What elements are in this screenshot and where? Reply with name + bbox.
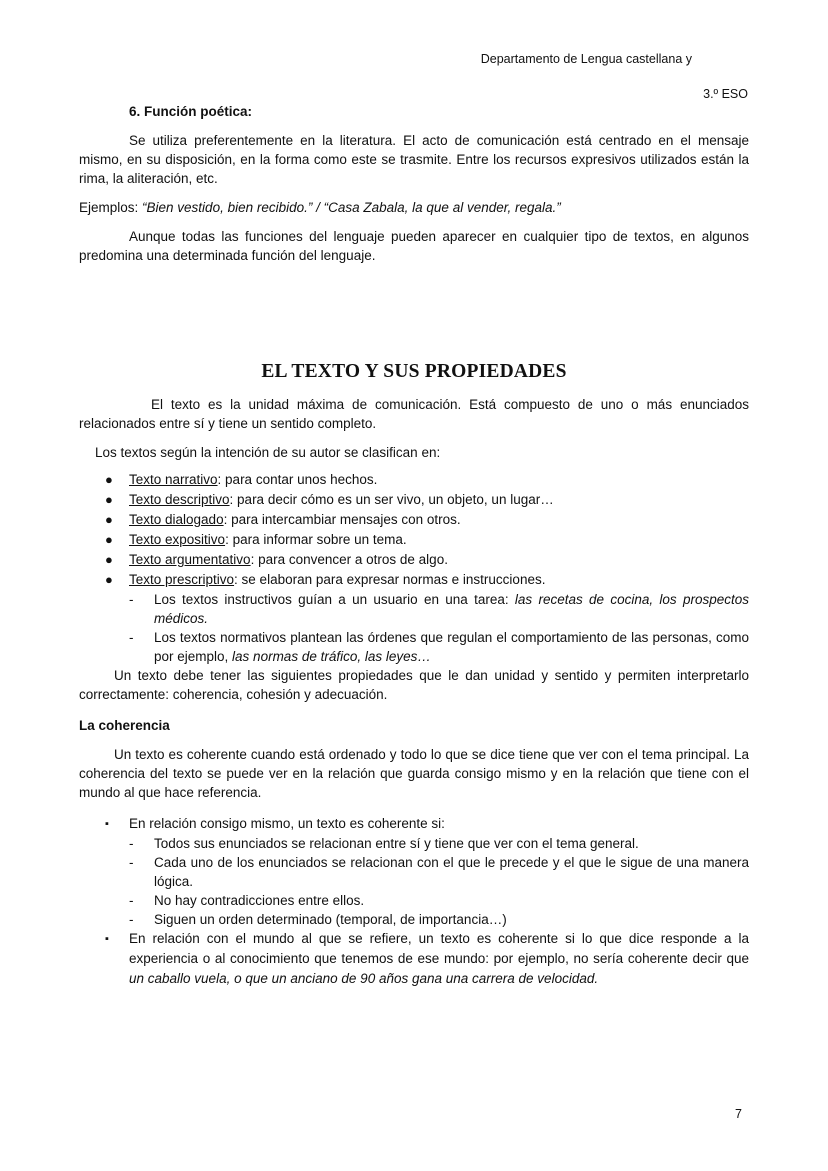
list-item: [79, 570, 749, 590]
coherence-paragraph: Un texto es coherente cuando está ordenado y todo lo que se dice tiene que ver con el tema principal. La coherencia del texto se puede ver en la relación que guarda consigo mismo y en la relación que tiene con el mundo al que hace referencia.: [79, 747, 749, 800]
dash-icon: -: [129, 592, 134, 607]
list-item: [79, 550, 749, 570]
examples-text: “Bien vestido, bien recibido.” / “Casa Zabala, la que al vender, regala.”: [142, 200, 561, 215]
page-content: [79, 104, 749, 989]
list-item: - Los textos normativos plantean las órdenes que regulan el comportamiento de las personas, como por ejemplo, las normas de tráfico, las leyes…: [129, 630, 749, 664]
bullet-icon: ▪: [105, 818, 109, 830]
coherence-conditions: [79, 834, 749, 929]
dash-icon: -: [129, 630, 134, 645]
bullet-icon: ●: [105, 492, 113, 507]
list-item: [79, 470, 749, 490]
type-desc: : para convencer a otros de algo.: [250, 552, 448, 567]
type-desc: : para contar unos hechos.: [217, 472, 378, 487]
bullet-icon: ●: [105, 472, 113, 487]
type-name: Texto prescriptivo: [129, 572, 235, 587]
bullet-icon: ▪: [105, 933, 109, 945]
dash-icon: -: [129, 855, 134, 870]
list-item: - Todos sus enunciados se relacionan entre sí y tiene que ver con el tema general.: [129, 836, 639, 851]
poetic-closing: Aunque todas las funciones del lenguaje pueden aparecer en cualquier tipo de textos, en algunos predomina una determinada función del lenguaje.: [79, 229, 749, 263]
text-types-list: [79, 470, 749, 590]
bullet-icon: ●: [105, 572, 113, 587]
section-title: EL TEXTO Y SUS PROPIEDADES: [261, 361, 567, 382]
type-name: Texto narrativo: [129, 472, 218, 487]
list-item: [79, 490, 749, 510]
bullet-icon: ●: [105, 532, 113, 547]
prescriptive-sublist: [79, 590, 749, 666]
coherence-heading: La coherencia: [79, 718, 170, 733]
dash-icon: -: [129, 836, 134, 851]
list-item: [79, 530, 749, 550]
list-item: - Cada uno de los enunciados se relacionan con el que le precede y el que le sigue de una manera lógica.: [129, 855, 749, 889]
type-name: Texto expositivo: [129, 532, 226, 547]
poetic-examples: [79, 198, 749, 217]
type-desc: : para intercambiar mensajes con otros.: [223, 512, 461, 527]
type-desc: : se elaboran para expresar normas e instrucciones.: [234, 572, 546, 587]
type-name: Texto dialogado: [129, 512, 224, 527]
list-item: - Siguen un orden determinado (temporal, de importancia…): [129, 912, 507, 927]
examples-label: Ejemplos:: [79, 200, 143, 215]
type-desc: : para informar sobre un tema.: [225, 532, 407, 547]
type-name: Texto descriptivo: [129, 492, 230, 507]
header-level: 3.º ESO: [703, 87, 748, 101]
properties-paragraph: Un texto debe tener las siguientes propiedades que le dan unidad y sentido y permiten interpretarlo correctamente: coherencia, cohesión y adecuación.: [79, 668, 749, 702]
dash-icon: -: [129, 893, 134, 908]
list-item: ▪ En relación consigo mismo, un texto es coherente si:: [79, 814, 749, 834]
coherence-list: [79, 814, 749, 834]
poetic-paragraph: Se utiliza preferentemente en la literatura. El acto de comunicación está centrado en el mensaje mismo, en su disposición, en la forma como este se trasmite. Entre los recursos expresivos utilizados están la rima, la aliteración, etc.: [79, 133, 749, 186]
coherence-list-2: [79, 929, 749, 989]
bullet-icon: ●: [105, 552, 113, 567]
header-department: Departamento de Lengua castellana y: [480, 52, 692, 66]
list-item: [79, 510, 749, 530]
list-item: ▪ En relación con el mundo al que se refiere, un texto es coherente si lo que dice responde a la experiencia o al conocimiento que tenemos de ese mundo: por ejemplo, no sería coherente decir que un caballo vuela, o que un anciano de 90 años gana una carrera de velocidad.: [105, 931, 749, 986]
page-number: 7: [735, 1107, 742, 1121]
text-intro: El texto es la unidad máxima de comunicación. Está compuesto de uno o más enunciados relacionados entre sí y tiene un sentido completo.: [79, 397, 749, 431]
list-item: - No hay contradicciones entre ellos.: [129, 893, 365, 908]
type-name: Texto argumentativo: [129, 552, 251, 567]
dash-icon: -: [129, 912, 134, 927]
poetic-function-heading: 6. Función poética:: [129, 104, 253, 119]
text-classify: Los textos según la intención de su autor se clasifican en:: [95, 445, 441, 460]
list-item: - Los textos instructivos guían a un usuario en una tarea: las recetas de cocina, los prospectos médicos.: [129, 592, 749, 626]
bullet-icon: ●: [105, 512, 113, 527]
type-desc: : para decir cómo es un ser vivo, un objeto, un lugar…: [229, 492, 554, 507]
